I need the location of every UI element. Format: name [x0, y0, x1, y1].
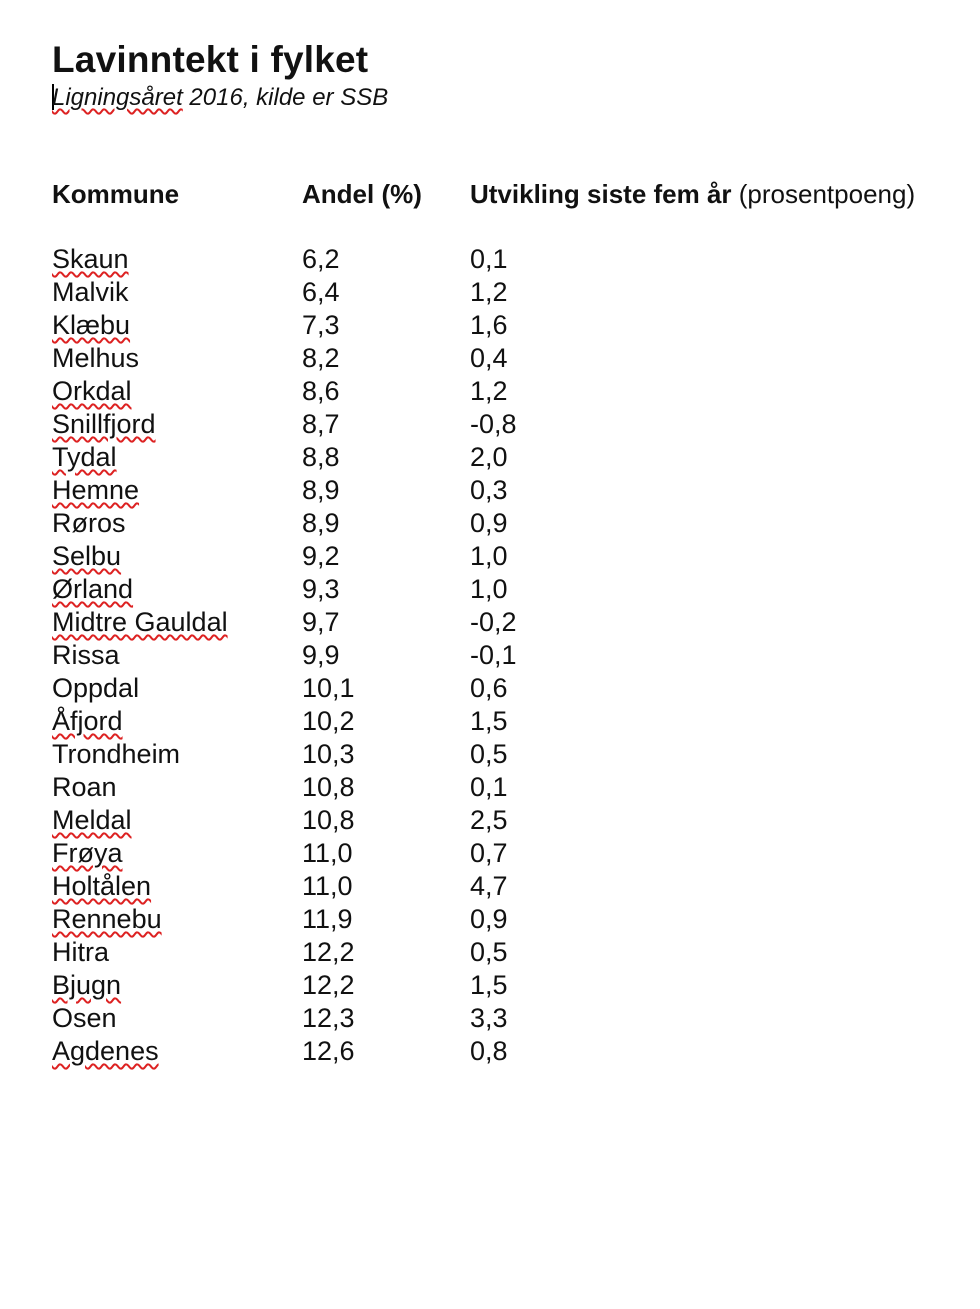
cell-andel: 8,9	[302, 475, 340, 505]
cell-utvikling: 0,9	[470, 508, 508, 538]
table-row	[0, 969, 980, 1002]
table-row	[0, 837, 980, 870]
cell-andel: 10,3	[302, 739, 355, 769]
table-row	[0, 771, 980, 804]
column-header-utvikling	[470, 178, 915, 210]
cell-kommune: Midtre Gauldal	[52, 607, 228, 637]
cell-kommune: Selbu	[52, 541, 122, 571]
cell-utvikling: -0,8	[470, 409, 517, 439]
cell-utvikling: 0,6	[470, 673, 508, 703]
table-row	[0, 408, 980, 441]
cell-kommune: Agdenes	[52, 1036, 159, 1066]
cell-kommune: Melhus	[52, 343, 140, 373]
cell-utvikling: 2,0	[470, 442, 508, 472]
cell-kommune: Hemne	[52, 475, 140, 505]
cell-andel: 9,3	[302, 574, 340, 604]
table-row	[0, 606, 980, 639]
table-row	[0, 276, 980, 309]
cell-andel: 10,8	[302, 772, 355, 802]
table-row	[0, 243, 980, 276]
cell-kommune: Roan	[52, 772, 117, 802]
cell-andel: 11,0	[302, 838, 353, 868]
cell-kommune: Snillfjord	[52, 409, 156, 439]
cell-utvikling: 1,5	[470, 970, 508, 1000]
cell-utvikling: 1,2	[470, 277, 508, 307]
table-row	[0, 342, 980, 375]
table-row	[0, 738, 980, 771]
cell-andel: 6,2	[302, 244, 340, 274]
cell-kommune: Trondheim	[52, 739, 181, 769]
cell-andel: 8,7	[302, 409, 340, 439]
table-row	[0, 705, 980, 738]
cell-kommune: Bjugn	[52, 970, 122, 1000]
cell-kommune: Skaun	[52, 244, 129, 274]
table-row	[0, 540, 980, 573]
cell-utvikling: 0,5	[470, 739, 508, 769]
cell-kommune: Rissa	[52, 640, 120, 670]
cell-kommune: Meldal	[52, 805, 132, 835]
cell-andel: 8,6	[302, 376, 340, 406]
cell-utvikling: 0,9	[470, 904, 508, 934]
table-row	[0, 1035, 980, 1068]
cell-kommune: Tydal	[52, 442, 117, 472]
cell-andel: 8,9	[302, 508, 340, 538]
cell-utvikling: 1,6	[470, 310, 508, 340]
cell-kommune: Malvik	[52, 277, 129, 307]
cell-andel: 11,0	[302, 871, 353, 901]
table-row	[0, 903, 980, 936]
cell-utvikling: 1,5	[470, 706, 508, 736]
cell-andel: 7,3	[302, 310, 340, 340]
cell-kommune: Rennebu	[52, 904, 162, 934]
cell-utvikling: 1,2	[470, 376, 508, 406]
cell-kommune: Åfjord	[52, 706, 123, 736]
cell-kommune: Hitra	[52, 937, 110, 967]
cell-kommune: Frøya	[52, 838, 123, 868]
cell-andel: 10,8	[302, 805, 355, 835]
cell-andel: 12,3	[302, 1003, 355, 1033]
document-title: Lavinntekt i fylket	[52, 39, 369, 80]
cell-utvikling: 0,3	[470, 475, 508, 505]
cell-andel: 12,2	[302, 937, 355, 967]
cell-utvikling: 0,1	[470, 244, 508, 274]
cell-kommune: Osen	[52, 1003, 117, 1033]
table-row	[0, 507, 980, 540]
cell-andel: 11,9	[302, 904, 353, 934]
cell-andel: 9,2	[302, 541, 340, 571]
cell-andel: 8,2	[302, 343, 340, 373]
subtitle-rest: 2016, kilde er SSB	[182, 84, 389, 111]
cell-andel: 10,1	[302, 673, 355, 703]
table-row	[0, 639, 980, 672]
cell-andel: 6,4	[302, 277, 340, 307]
column-header-utvikling-bold: Utvikling siste fem år	[470, 179, 732, 209]
cell-kommune: Orkdal	[52, 376, 132, 406]
cell-kommune: Ørland	[52, 574, 134, 604]
cell-kommune: Røros	[52, 508, 126, 538]
table-row	[0, 1002, 980, 1035]
cell-utvikling: 1,0	[470, 541, 508, 571]
cell-andel: 10,2	[302, 706, 355, 736]
table-row	[0, 870, 980, 903]
table-row	[0, 672, 980, 705]
cell-andel: 12,6	[302, 1036, 355, 1066]
cell-andel: 9,9	[302, 640, 340, 670]
column-header-andel: Andel (%)	[302, 179, 422, 209]
cell-utvikling: -0,1	[470, 640, 517, 670]
table-row	[0, 474, 980, 507]
table-body	[0, 243, 980, 1068]
subtitle-misspelled-word: Ligningsåret	[52, 84, 183, 111]
cell-kommune: Klæbu	[52, 310, 131, 340]
column-header-utvikling-unit: (prosentpoeng)	[731, 179, 916, 209]
column-header-kommune: Kommune	[52, 179, 180, 209]
cell-utvikling: 0,5	[470, 937, 508, 967]
table-row	[0, 441, 980, 474]
table-row	[0, 375, 980, 408]
table-row	[0, 936, 980, 969]
table-row	[0, 309, 980, 342]
cell-andel: 9,7	[302, 607, 340, 637]
cell-kommune: Holtålen	[52, 871, 152, 901]
cell-utvikling: 2,5	[470, 805, 508, 835]
cell-utvikling: -0,2	[470, 607, 517, 637]
document-subtitle	[52, 84, 388, 112]
cell-utvikling: 1,0	[470, 574, 508, 604]
cell-utvikling: 0,1	[470, 772, 508, 802]
cell-utvikling: 0,8	[470, 1036, 508, 1066]
cell-andel: 12,2	[302, 970, 355, 1000]
cell-utvikling: 0,4	[470, 343, 508, 373]
cell-utvikling: 0,7	[470, 838, 508, 868]
cell-utvikling: 4,7	[470, 871, 508, 901]
cell-andel: 8,8	[302, 442, 340, 472]
table-row	[0, 804, 980, 837]
table-row	[0, 573, 980, 606]
cell-utvikling: 3,3	[470, 1003, 508, 1033]
cell-kommune: Oppdal	[52, 673, 140, 703]
